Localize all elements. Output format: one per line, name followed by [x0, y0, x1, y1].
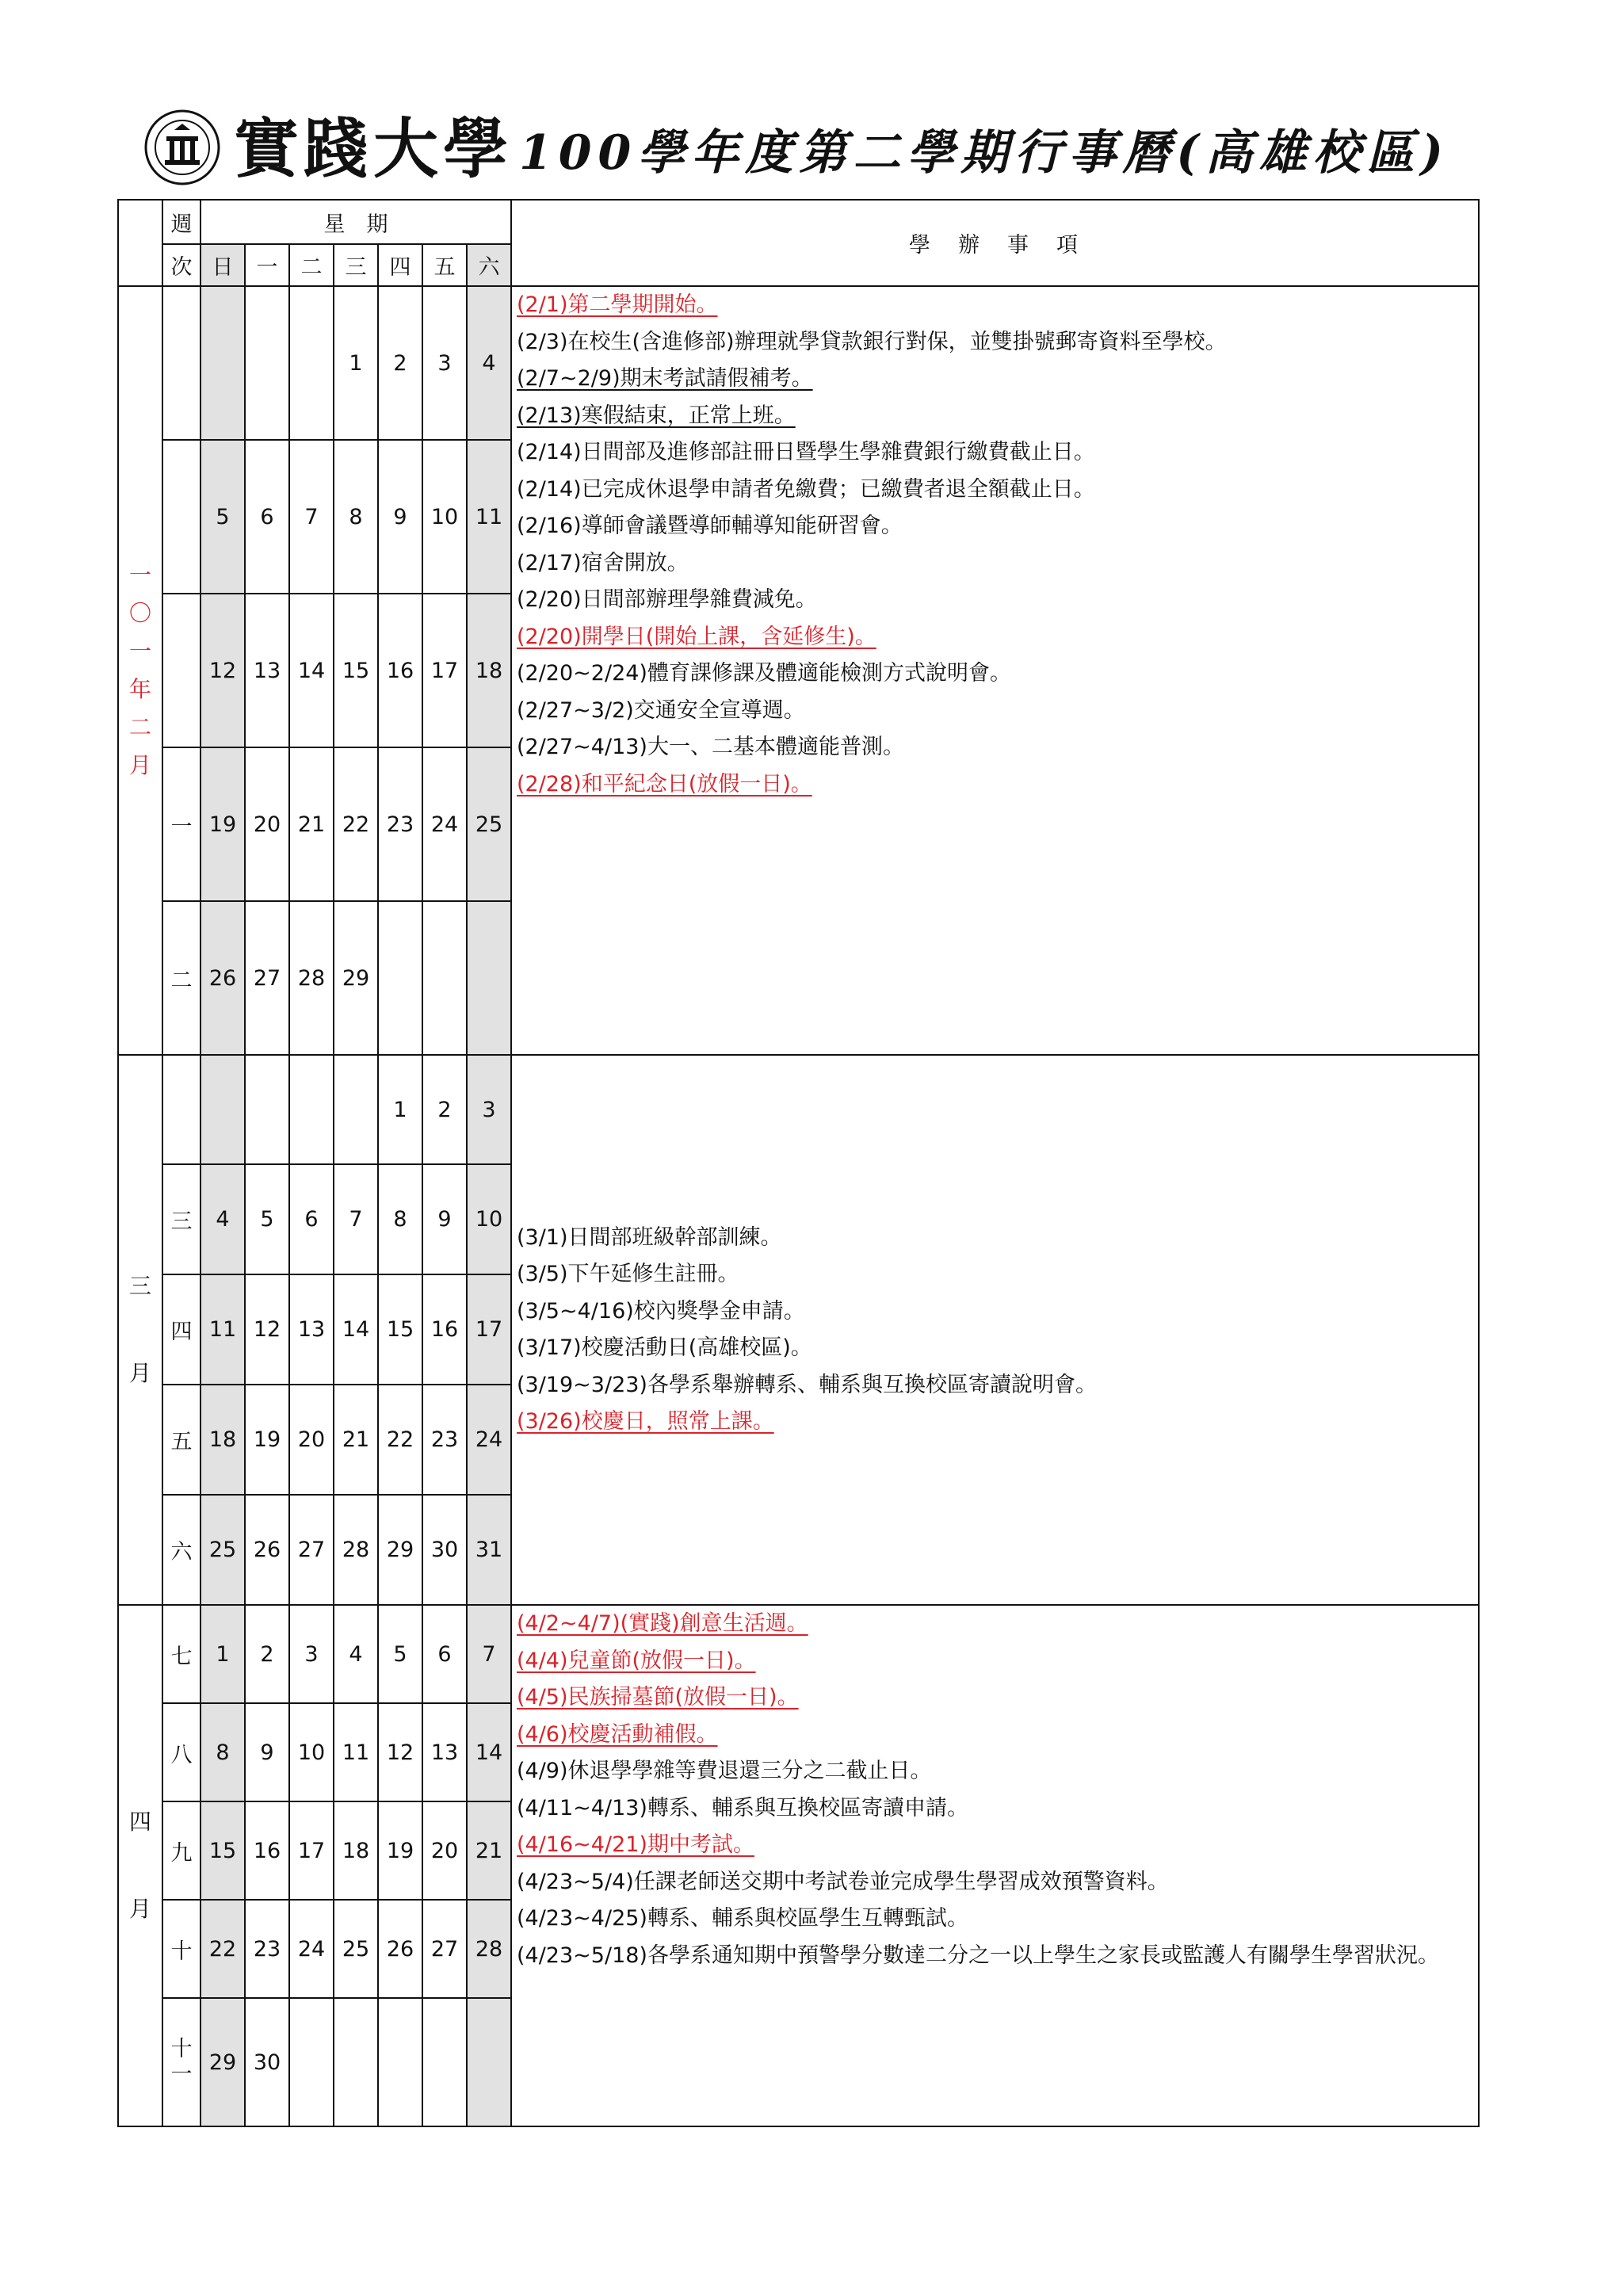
- day-cell: 7: [289, 440, 334, 594]
- week-number: 十 一: [162, 1998, 200, 2126]
- week-number: [162, 286, 200, 440]
- event-item: (3/19~3/23)各學系舉辦轉系、輔系與互換校區寄讀說明會。: [517, 1372, 1097, 1397]
- day-cell: 9: [422, 1164, 467, 1274]
- day-cell: 14: [334, 1274, 378, 1385]
- day-cell: 23: [245, 1900, 289, 1998]
- day-cell: 26: [378, 1900, 422, 1998]
- day-cell: 20: [245, 747, 289, 901]
- event-item: (2/3)在校生(含進修部)辦理就學貸款銀行對保，並雙掛號郵寄資料至學校。: [517, 329, 1227, 354]
- event-item: (2/20~2/24)體育課修課及體適能檢測方式說明會。: [517, 661, 1011, 686]
- day-cell: 15: [200, 1801, 245, 1900]
- month-label: [118, 1055, 162, 1605]
- day-cell: 18: [200, 1385, 245, 1495]
- week-number: 一: [162, 747, 200, 901]
- day-cell: [245, 286, 289, 440]
- event-item: (2/13)寒假結束，正常上班。: [517, 403, 796, 428]
- event-item: (2/1)第二學期開始。: [517, 292, 718, 317]
- day-cell: [200, 286, 245, 440]
- week-header-bottom: 次: [162, 244, 200, 286]
- events-cell: [511, 1055, 1479, 1605]
- week-number: 七: [162, 1605, 200, 1703]
- day-cell: 14: [467, 1703, 511, 1801]
- event-item: (2/27~3/2)交通安全宣導週。: [517, 697, 805, 723]
- events-header: 學 辦 事 項: [511, 200, 1479, 286]
- day-cell: 5: [245, 1164, 289, 1274]
- page-title: 100學年度第二學期行事曆(高雄校區): [519, 125, 1450, 181]
- day-cell: 28: [467, 1900, 511, 1998]
- day-cell: 28: [289, 901, 334, 1055]
- events-cell: [511, 286, 1479, 1055]
- week-number: 八: [162, 1703, 200, 1801]
- day-cell: 31: [467, 1495, 511, 1605]
- day-cell: 17: [422, 594, 467, 747]
- day-cell: 9: [245, 1703, 289, 1801]
- day-cell: 22: [378, 1385, 422, 1495]
- day-cell: 5: [200, 440, 245, 594]
- event-item: (4/23~5/18)各學系通知期中預警學分數達二分之一以上學生之家長或監護人有關學生學習狀況。: [517, 1943, 1439, 1968]
- day-cell: [422, 901, 467, 1055]
- day-cell: 16: [245, 1801, 289, 1900]
- month-label-text: 一 〇 一 年 二 月: [128, 562, 151, 778]
- day-cell: 19: [378, 1801, 422, 1900]
- day-cell: 17: [289, 1801, 334, 1900]
- event-item: (2/7~2/9)期末考試請假補考。: [517, 366, 813, 391]
- day-cell: 24: [467, 1385, 511, 1495]
- week-number: [162, 440, 200, 594]
- event-item: (2/17)宿舍開放。: [517, 550, 689, 575]
- academic-calendar-table: [117, 199, 1480, 2127]
- day-cell: [289, 1998, 334, 2126]
- week-number: 四: [162, 1274, 200, 1385]
- day-cell: 11: [334, 1703, 378, 1801]
- week-number: 二: [162, 901, 200, 1055]
- university-name: 實踐大學: [234, 111, 514, 187]
- day-cell: 27: [245, 901, 289, 1055]
- weekday-header: 日: [200, 244, 245, 286]
- day-cell: 9: [378, 440, 422, 594]
- day-cell: 29: [200, 1998, 245, 2126]
- day-cell: 8: [378, 1164, 422, 1274]
- day-cell: 23: [422, 1385, 467, 1495]
- day-cell: 16: [378, 594, 422, 747]
- day-cell: 15: [334, 594, 378, 747]
- week-number: 六: [162, 1495, 200, 1605]
- day-cell: 22: [200, 1900, 245, 1998]
- event-item: (3/1)日間部班級幹部訓練。: [517, 1224, 782, 1250]
- day-cell: [245, 1055, 289, 1164]
- day-cell: [378, 901, 422, 1055]
- day-cell: 28: [334, 1495, 378, 1605]
- event-item: (4/23~5/4)任課老師送交期中考試卷並完成學生學習成效預警資料。: [517, 1869, 1169, 1894]
- weekday-header: 二: [289, 244, 334, 286]
- weekday-header: 五: [422, 244, 467, 286]
- day-cell: 6: [422, 1605, 467, 1703]
- day-cell: 13: [245, 594, 289, 747]
- event-item: (2/20)日間部辦理學雜費減免。: [517, 587, 817, 612]
- event-item: (2/16)導師會議暨導師輔導知能研習會。: [517, 514, 903, 538]
- day-cell: 24: [422, 747, 467, 901]
- day-cell: 6: [245, 440, 289, 594]
- week-row: [118, 1605, 1479, 1703]
- day-cell: 3: [422, 286, 467, 440]
- month-label: [118, 286, 162, 1055]
- day-cell: 13: [422, 1703, 467, 1801]
- day-cell: [289, 286, 334, 440]
- week-number: 五: [162, 1385, 200, 1495]
- day-cell: 8: [200, 1703, 245, 1801]
- day-cell: 29: [378, 1495, 422, 1605]
- day-cell: 12: [200, 594, 245, 747]
- day-cell: 12: [245, 1274, 289, 1385]
- day-cell: [289, 1055, 334, 1164]
- week-number: 九: [162, 1801, 200, 1900]
- event-item: (3/5)下午延修生註冊。: [517, 1262, 739, 1286]
- day-cell: 4: [334, 1605, 378, 1703]
- day-cell: 25: [200, 1495, 245, 1605]
- events-cell: [511, 1605, 1479, 2126]
- event-item: (4/9)休退學學雜等費退還三分之二截止日。: [517, 1759, 932, 1783]
- day-cell: 6: [289, 1164, 334, 1274]
- day-cell: 5: [378, 1605, 422, 1703]
- event-item: (4/23~4/25)轉系、輔系與校區學生互轉甄試。: [517, 1906, 968, 1931]
- day-cell: 11: [200, 1274, 245, 1385]
- day-cell: 10: [422, 440, 467, 594]
- day-cell: 15: [378, 1274, 422, 1385]
- month-label-text: 三 月: [128, 1273, 151, 1386]
- day-cell: 7: [334, 1164, 378, 1274]
- day-cell: 3: [467, 1055, 511, 1164]
- header-blank: [118, 200, 162, 286]
- day-cell: [467, 1998, 511, 2126]
- day-cell: 30: [245, 1998, 289, 2126]
- day-cell: [378, 1998, 422, 2126]
- event-item: (2/20)開學日(開始上課，含延修生)。: [517, 624, 876, 649]
- day-cell: 10: [289, 1703, 334, 1801]
- week-row: [118, 1055, 1479, 1164]
- weekday-header: 六: [467, 244, 511, 286]
- day-cell: 2: [245, 1605, 289, 1703]
- event-item: (4/2~4/7)(實踐)創意生活週。: [517, 1611, 808, 1636]
- week-number: 三: [162, 1164, 200, 1274]
- event-item: (4/4)兒童節(放假一日)。: [517, 1648, 756, 1673]
- day-cell: 19: [245, 1385, 289, 1495]
- event-item: (3/17)校慶活動日(高雄校區)。: [517, 1335, 812, 1360]
- weekday-header: 一: [245, 244, 289, 286]
- day-cell: 20: [289, 1385, 334, 1495]
- event-item: (3/26)校慶日，照常上課。: [517, 1409, 774, 1434]
- page-header: [143, 101, 1490, 197]
- day-cell: 29: [334, 901, 378, 1055]
- day-cell: 27: [422, 1900, 467, 1998]
- day-cell: 1: [334, 286, 378, 440]
- day-cell: 20: [422, 1801, 467, 1900]
- event-item: (3/5~4/16)校內獎學金申請。: [517, 1298, 805, 1324]
- day-cell: 1: [378, 1055, 422, 1164]
- month-label: [118, 1605, 162, 2126]
- event-item: (2/14)已完成休退學申請者免繳費；已繳費者退全額截止日。: [517, 476, 1095, 502]
- weekday-header: 三: [334, 244, 378, 286]
- week-number: [162, 1055, 200, 1164]
- day-cell: 25: [467, 747, 511, 901]
- day-cell: [467, 901, 511, 1055]
- day-cell: 8: [334, 440, 378, 594]
- day-cell: [422, 1998, 467, 2126]
- event-item: (4/11~4/13)轉系、輔系與互換校區寄讀申請。: [517, 1795, 968, 1820]
- event-item: (2/14)日間部及進修部註冊日暨學生學雜費銀行繳費截止日。: [517, 440, 1095, 464]
- day-cell: 3: [289, 1605, 334, 1703]
- day-cell: 19: [200, 747, 245, 901]
- weekday-group-header: 星 期: [200, 200, 511, 244]
- day-cell: 18: [467, 594, 511, 747]
- day-cell: 22: [334, 747, 378, 901]
- day-cell: 4: [467, 286, 511, 440]
- day-cell: 10: [467, 1164, 511, 1274]
- day-cell: 23: [378, 747, 422, 901]
- day-cell: 18: [334, 1801, 378, 1900]
- week-number: 十: [162, 1900, 200, 1998]
- day-cell: 21: [467, 1801, 511, 1900]
- event-item: (4/5)民族掃墓節(放假一日)。: [517, 1685, 799, 1710]
- day-cell: [200, 1055, 245, 1164]
- week-row: [118, 286, 1479, 440]
- event-item: (2/28)和平紀念日(放假一日)。: [517, 771, 812, 797]
- day-cell: 16: [422, 1274, 467, 1385]
- event-item: (4/16~4/21)期中考試。: [517, 1832, 754, 1857]
- day-cell: [334, 1055, 378, 1164]
- day-cell: 26: [200, 901, 245, 1055]
- day-cell: 2: [422, 1055, 467, 1164]
- day-cell: 26: [245, 1495, 289, 1605]
- day-cell: 12: [378, 1703, 422, 1801]
- month-label-text: 四 月: [128, 1809, 151, 1922]
- day-cell: 4: [200, 1164, 245, 1274]
- event-item: (2/27~4/13)大一、二基本體適能普測。: [517, 735, 904, 759]
- day-cell: 30: [422, 1495, 467, 1605]
- day-cell: 17: [467, 1274, 511, 1385]
- day-cell: 27: [289, 1495, 334, 1605]
- day-cell: 1: [200, 1605, 245, 1703]
- day-cell: 21: [289, 747, 334, 901]
- day-cell: 21: [334, 1385, 378, 1495]
- day-cell: 14: [289, 594, 334, 747]
- day-cell: [334, 1998, 378, 2126]
- event-item: (4/6)校慶活動補假。: [517, 1721, 718, 1747]
- university-seal-icon: [143, 108, 222, 187]
- week-header-top: 週: [162, 200, 200, 244]
- day-cell: 2: [378, 286, 422, 440]
- weekday-header: 四: [378, 244, 422, 286]
- day-cell: 7: [467, 1605, 511, 1703]
- header-row: [118, 200, 1479, 244]
- day-cell: 11: [467, 440, 511, 594]
- day-cell: 13: [289, 1274, 334, 1385]
- day-cell: 24: [289, 1900, 334, 1998]
- week-number: [162, 594, 200, 747]
- day-cell: 25: [334, 1900, 378, 1998]
